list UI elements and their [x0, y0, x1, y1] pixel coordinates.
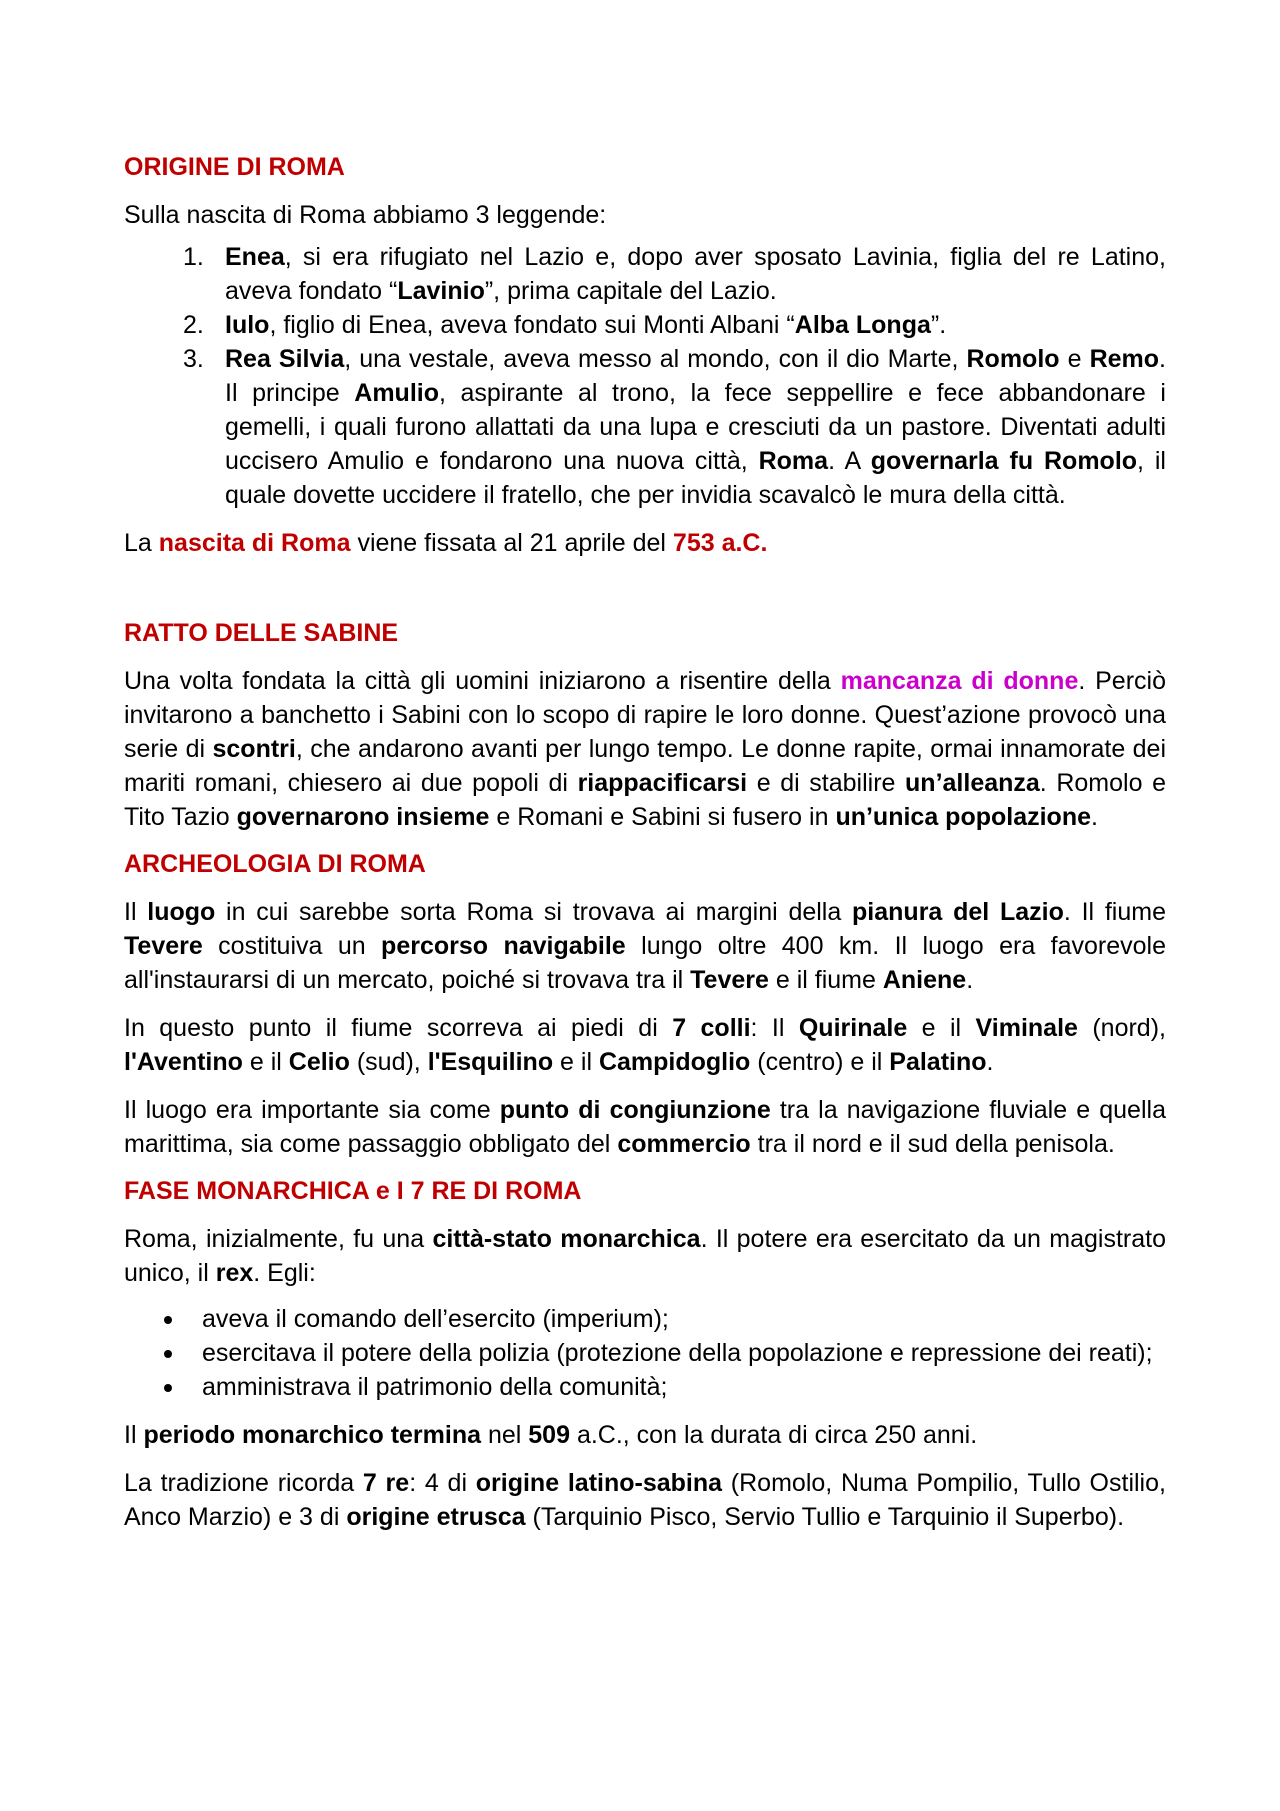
fase-paragraph-2	[124, 1466, 1166, 1534]
text-run: . Il principe	[225, 345, 1166, 407]
bold-text: pianura del Lazio	[852, 898, 1064, 926]
bold-text: commercio	[617, 1130, 751, 1158]
text-run: (sud),	[349, 1048, 428, 1076]
text-run: e il	[907, 1014, 976, 1042]
bold-text: Palatino	[889, 1048, 987, 1076]
rex-powers-list	[124, 1302, 1166, 1404]
bold-text: mancanza di donne	[840, 667, 1079, 695]
archeologia-paragraph-3	[124, 1093, 1166, 1161]
bold-text: nascita di Roma	[158, 529, 351, 557]
bold-text: periodo monarchico termina	[143, 1421, 482, 1449]
text-run: . Egli:	[253, 1259, 316, 1287]
text-run: Il	[124, 1421, 144, 1449]
text-run: , il quale dovette uccidere il fratello, che per invidia scavalcò le mura della città.	[225, 447, 1166, 509]
origine-conclusion	[124, 526, 1166, 560]
text-run: : Il	[750, 1014, 799, 1042]
text-run: (centro) e il	[750, 1048, 890, 1076]
text-run: La tradizione ricorda	[124, 1469, 363, 1497]
bold-text: Alba Longa	[794, 311, 931, 339]
bold-text: Enea	[225, 243, 285, 271]
legend-item	[124, 342, 1166, 512]
text-run: , una vestale, aveva messo al mondo, con il dio Marte,	[344, 345, 967, 373]
archeologia-paragraph-1	[124, 895, 1166, 997]
text-run: ”.	[930, 311, 947, 339]
bold-text: 509	[528, 1421, 570, 1449]
text-run: (Romolo, Numa Pompilio, Tullo Ostilio, Anco Marzio) e 3 di	[124, 1469, 1166, 1531]
bullet-item	[124, 1336, 1166, 1370]
text-run: . Il fiume	[1063, 898, 1166, 926]
text-run: , si era rifugiato nel Lazio e, dopo aver sposato Lavinia, figlia del re Latino, aveva fondato “	[225, 243, 1166, 305]
legend-text	[225, 311, 946, 339]
bold-text: Quirinale	[798, 1014, 908, 1042]
bold-text: origine etrusca	[346, 1503, 526, 1531]
legend-text	[225, 345, 1166, 509]
bold-text: punto di congiunzione	[499, 1096, 771, 1124]
bold-text: Campidoglio	[598, 1048, 751, 1076]
text-run: costituiva un	[202, 932, 382, 960]
bullet-icon	[164, 1350, 172, 1358]
bold-text: Celio	[288, 1048, 350, 1076]
heading-ratto: RATTO DELLE SABINE	[124, 619, 399, 647]
text-run: . Romolo e Tito Tazio	[124, 769, 1167, 831]
text-run: . Il potere era esercitato da un magistrato unico, il	[124, 1225, 1166, 1287]
bold-text: Remo	[1089, 345, 1160, 373]
bold-text: origine latino-sabina	[475, 1469, 723, 1497]
archeologia-paragraph-2	[124, 1011, 1166, 1079]
bold-text: governarla fu Romolo	[870, 447, 1138, 475]
text-run: a.C., con la durata di circa 250 anni.	[570, 1421, 978, 1449]
bold-text: Iulo	[225, 311, 270, 339]
text-run: tra il nord e il sud della penisola.	[750, 1130, 1115, 1158]
text-run: viene fissata al 21 aprile del	[350, 529, 673, 557]
text-run: Il luogo era importante sia come	[124, 1096, 500, 1124]
text-run: : 4 di	[409, 1469, 476, 1497]
bold-text: 7 re	[362, 1469, 410, 1497]
legend-number: 2.	[183, 311, 204, 339]
bold-text: un’unica popolazione	[835, 803, 1091, 831]
bold-text: Lavinio	[397, 277, 485, 305]
text-run: La	[124, 529, 159, 557]
bold-text: Viminale	[975, 1014, 1078, 1042]
bullet-text: amministrava il patrimonio della comunità;	[202, 1373, 668, 1401]
text-run: nel	[481, 1421, 529, 1449]
ratto-paragraph	[124, 664, 1166, 834]
text-run: Roma, inizialmente, fu una	[124, 1225, 433, 1253]
bold-text: percorso navigabile	[381, 932, 626, 960]
text-run: .	[986, 1048, 994, 1076]
legend-text	[225, 243, 1166, 305]
bold-text: 753 a.C.	[672, 529, 768, 557]
text-run: e il fiume	[768, 966, 883, 994]
bold-text: l'Aventino	[124, 1048, 243, 1076]
text-run: e Romani e Sabini si fusero in	[489, 803, 836, 831]
bold-text: Tevere	[690, 966, 769, 994]
bullet-item	[124, 1370, 1166, 1404]
text-run: Il	[124, 898, 148, 926]
bold-text: rex	[215, 1259, 254, 1287]
text-run: .	[966, 966, 974, 994]
text-run: (nord),	[1077, 1014, 1166, 1042]
text-run: tra la navigazione fluviale e quella marittima, sia come passaggio obbligato del	[124, 1096, 1166, 1158]
text-run: , aspirante al trono, la fece seppellire e fece abbandonare i gemelli, i quali furono allattati da una lupa e cresciuti da un pastore. Diventati adulti uccisero Amulio e fondarono una nuova città,	[225, 379, 1166, 475]
text-run: . A	[828, 447, 871, 475]
legend-number: 3.	[183, 345, 204, 373]
bold-text: città-stato monarchica	[432, 1225, 701, 1253]
bold-text: l'Esquilino	[427, 1048, 554, 1076]
text-run: e	[1059, 345, 1090, 373]
text-run: . Perciò invitarono a banchetto i Sabini con lo scopo di rapire le loro donne. Quest’azione provocò una serie di	[124, 667, 1166, 763]
bold-text: Romolo	[966, 345, 1060, 373]
bold-text: riappacificarsi	[577, 769, 748, 797]
text-run: Una volta fondata la città gli uomini iniziarono a risentire della	[124, 667, 841, 695]
origine-intro: Sulla nascita di Roma abbiamo 3 leggende:	[124, 201, 607, 229]
bullet-icon	[164, 1316, 172, 1324]
legend-item	[124, 240, 1166, 308]
fase-paragraph-1	[124, 1418, 1166, 1452]
heading-archeologia: ARCHEOLOGIA DI ROMA	[124, 850, 426, 878]
fase-intro	[124, 1222, 1166, 1290]
text-run: e il	[553, 1048, 599, 1076]
heading-fase: FASE MONARCHICA e I 7 RE DI ROMA	[124, 1177, 582, 1205]
bold-text: governarono insieme	[236, 803, 490, 831]
text-run: .	[1091, 803, 1098, 831]
text-run: e il	[242, 1048, 289, 1076]
legends-list	[124, 240, 1166, 512]
bold-text: Rea Silvia	[225, 345, 345, 373]
text-run: In questo punto il fiume scorreva ai piedi di	[124, 1014, 673, 1042]
text-run: in cui sarebbe sorta Roma si trovava ai margini della	[215, 898, 853, 926]
legend-item	[124, 308, 1166, 342]
bold-text: Amulio	[354, 379, 439, 407]
legend-number: 1.	[183, 243, 204, 271]
bold-text: Tevere	[124, 932, 203, 960]
bullet-text: esercitava il potere della polizia (protezione della popolazione e repressione dei reati);	[202, 1339, 1153, 1367]
bold-text: 7 colli	[672, 1014, 751, 1042]
bold-text: luogo	[147, 898, 216, 926]
bold-text: Aniene	[882, 966, 967, 994]
text-run: , che andarono avanti per lungo tempo. Le donne rapite, ormai innamorate dei mariti romani, chiesero ai due popoli di	[124, 735, 1167, 797]
bullet-text: aveva il comando dell’esercito (imperium);	[202, 1305, 669, 1333]
text-run: lungo oltre 400 km. Il luogo era favorevole all'instaurarsi di un mercato, poiché si trovava tra il	[124, 932, 1166, 994]
text-run: ”, prima capitale del Lazio.	[484, 277, 777, 305]
text-run: e di stabilire	[747, 769, 906, 797]
heading-origine: ORIGINE DI ROMA	[124, 153, 345, 181]
text-run: , figlio di Enea, aveva fondato sui Monti Albani “	[269, 311, 795, 339]
text-run: (Tarquinio Pisco, Servio Tullio e Tarquinio il Superbo).	[525, 1503, 1125, 1531]
bullet-item	[124, 1302, 1166, 1336]
bold-text: Roma	[758, 447, 829, 475]
bold-text: scontri	[212, 735, 296, 763]
bold-text: un’alleanza	[905, 769, 1040, 797]
bullet-icon	[164, 1384, 172, 1392]
